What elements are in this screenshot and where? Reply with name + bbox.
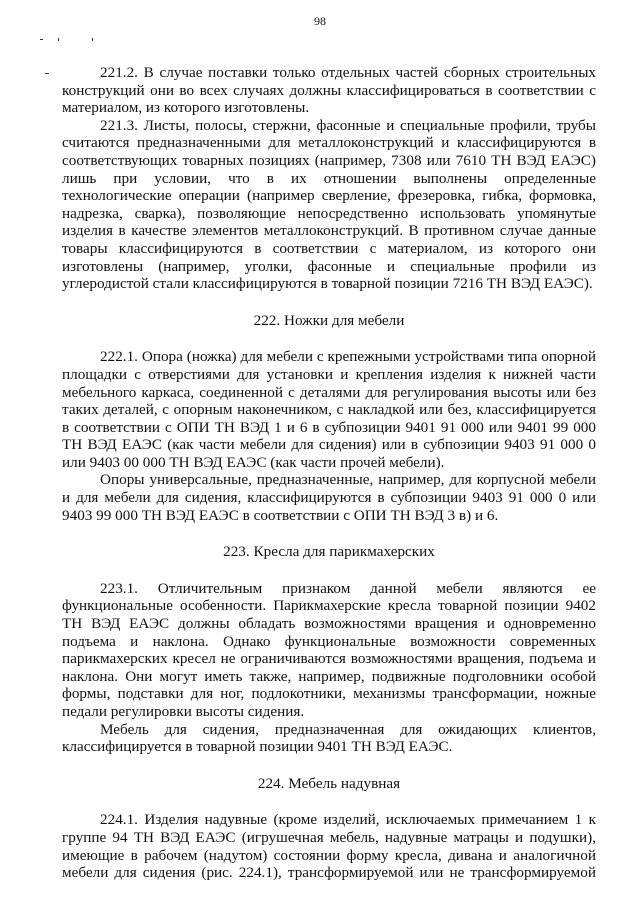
document-body: [62, 64, 596, 882]
section-heading-224: 224. Мебель надувная: [257, 774, 401, 792]
paragraph-223-1: 223.1. Отличительным признаком данной мебели являются ее функциональные особенности. Парикмахерские кресла товарной позиции 9402 ТН ВЭД ЕАЭС должны обладать возможностями вращения и одновременно подъема и наклона. Однако функциональные возможности современных парикмахерских кресел не ограничиваются возможностями вращения, подъема и наклона. Они могут иметь также, например, подвижные подголовники особой формы, подставки для ног, подлокотники, механизмы трансформации, ножные педали регулировки высоты сидения.: [62, 579, 596, 720]
scan-mark: [45, 73, 49, 74]
paragraph-224-1: 224.1. Изделия надувные (кроме изделий, исключаемых примечанием 1 к группе 94 ТН ВЭД ЕАЭС (игрушечная мебель, надувные матрацы и подушки), имеющие в рабочем (надутом) состоянии форму кресла, дивана и аналогичной мебели для сидения (рис. 224.1), трансформируемой или не трансформируемой: [62, 811, 596, 882]
scan-mark: [58, 38, 59, 41]
page-number: 98: [314, 14, 326, 28]
section-heading-222: 222. Ножки для мебели: [253, 311, 405, 329]
paragraph-221-3: 221.3. Листы, полосы, стержни, фасонные и специальные профили, трубы считаются предназначенными для металлоконструкций и классифицируются в соответствующих товарных позициях (например, 7308 или 7610 ТН ВЭД ЕАЭС) лишь при условии, что в их отношении выполнены определенные технологические операции (например сверление, фрезеровка, гибка, формовка, надрезка, сварка), позволяющие непосредственно использовать упомянутые изделия в качестве элементов металлоконструкций. В противном случае данные товары классифицируются в соответствии с материалом, из которого они изготовлены (например, уголки, фасонные и специальные профили из углеродистой стали классифицируются в товарной позиции 7216 ТН ВЭД ЕАЭС).: [62, 116, 596, 293]
section-heading-223: 223. Кресла для парикмахерских: [223, 543, 435, 561]
paragraph-222-1: 222.1. Опора (ножка) для мебели с крепежными устройствами типа опорной площадки с отверстиями для установки и крепления изделия к нижней части мебельного каркаса, соединенной с деталями для регулирования высоты или без таких деталей, с опорным наконечником, с накладкой или без, классифицируется в соответствии с ОПИ ТН ВЭД 1 и 6 в субпозиции 9401 91 000 или 9401 99 000 ТН ВЭД ЕАЭС (как части мебели для сидения) или в субпозиции 9403 91 000 0 или 9403 00 000 ТН ВЭД ЕАЭС (как части прочей мебели).: [62, 348, 596, 471]
paragraph-222-2: Опоры универсальные, предназначенные, например, для корпусной мебели и для мебели для сидения, классифицируются в субпозиции 9403 91 000 0 или 9403 99 000 ТН ВЭД ЕАЭС в соответствии с ОПИ ТН ВЭД 3 в) и 6.: [62, 471, 596, 524]
paragraph-223-2: Мебель для сидения, предназначенная для ожидающих клиентов, классифицируется в товарной позиции 9401 ТН ВЭД ЕАЭС.: [62, 720, 596, 756]
scan-mark: [40, 39, 43, 40]
scan-mark: [92, 38, 93, 41]
paragraph-221-2: 221.2. В случае поставки только отдельных частей сборных строительных конструкций они во всех случаях должны классифицироваться в соответствии с материалом, из которого изготовлены.: [62, 64, 596, 117]
